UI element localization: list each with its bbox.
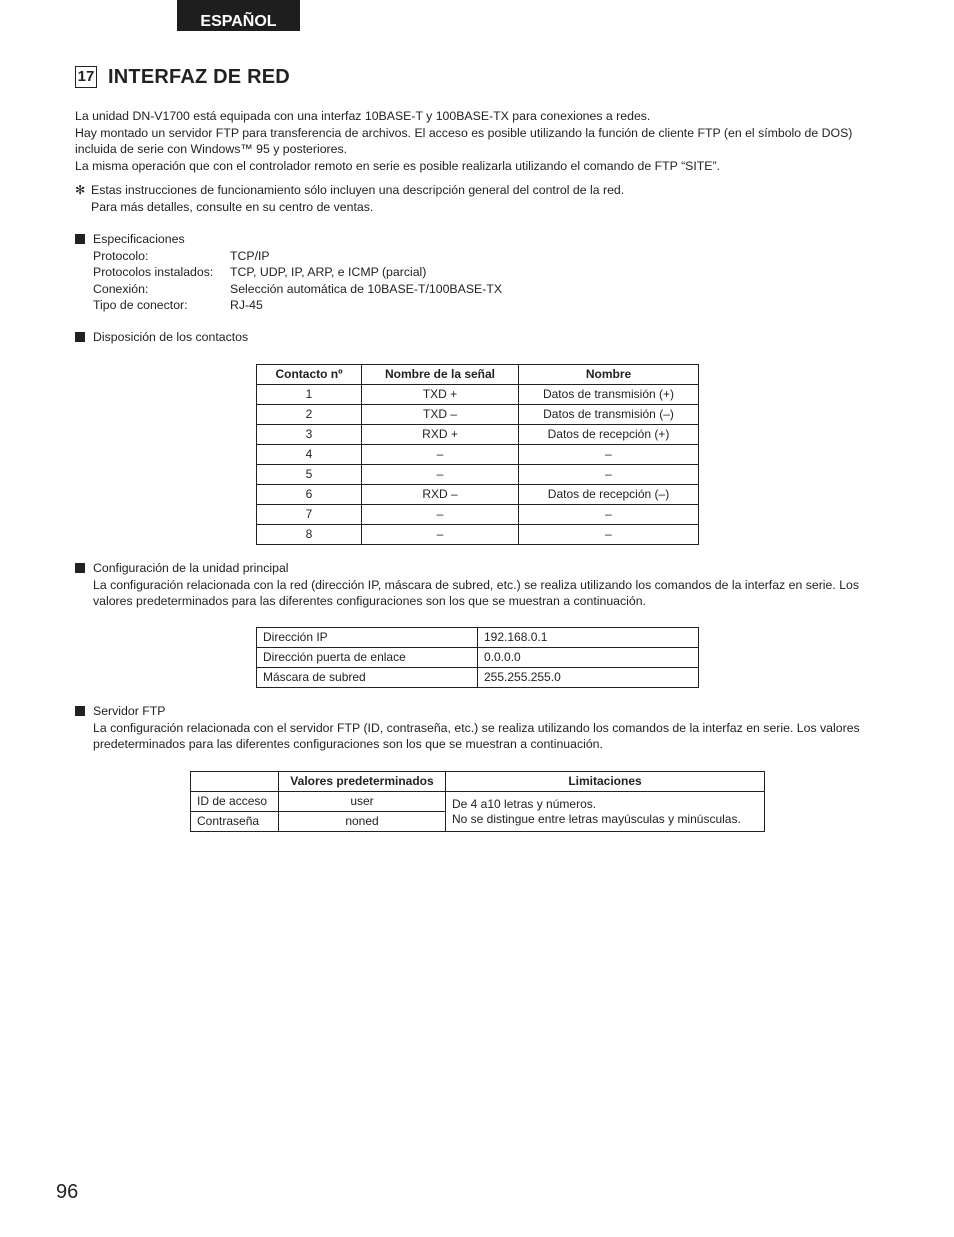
note-line: Estas instrucciones de funcionamiento sólo incluyen una descripción general del control de la red. bbox=[91, 183, 625, 197]
config-table bbox=[256, 627, 699, 688]
table-row: Contraseña noned bbox=[191, 812, 765, 832]
spec-row: Protocolo: TCP/IP bbox=[93, 248, 270, 263]
specs-heading: Especificaciones bbox=[93, 232, 185, 246]
square-bullet-icon bbox=[75, 706, 85, 716]
config-text: La configuración relacionada con la red (dirección IP, máscara de subred, etc.) se realiza utilizando los comandos de la interfaz en serie. Los valores predeterminados para las diferentes configuraciones son los que se muestran a continuación. bbox=[93, 577, 860, 608]
square-bullet-icon bbox=[75, 563, 85, 573]
specifications bbox=[75, 231, 885, 314]
square-bullet-icon bbox=[75, 234, 85, 244]
spec-row: Protocolos instalados: TCP, UDP, IP, ARP, e ICMP (parcial) bbox=[93, 265, 427, 279]
spec-row: Tipo de conector: RJ-45 bbox=[93, 298, 263, 312]
table-row: 6 RXD – Datos de recepción (–) bbox=[257, 485, 699, 505]
table-row: 3 RXD + Datos de recepción (+) bbox=[257, 425, 699, 445]
note-line: Para más detalles, consulte en su centro de ventas. bbox=[91, 199, 374, 214]
intro-paragraph: Hay montado un servidor FTP para transferencia de archivos. El acceso es posible utilizando la función de cliente FTP (en el símbolo de DOS) incluida de serie con Windows™ 95 y posteriores. bbox=[75, 125, 853, 156]
table-row: 7 – – bbox=[257, 505, 699, 525]
config-block bbox=[75, 560, 885, 610]
table-row: 2 TXD – Datos de transmisión (–) bbox=[257, 405, 699, 425]
table-row: Máscara de subred 255.255.255.0 bbox=[257, 668, 699, 688]
table-row: Dirección IP 192.168.0.1 bbox=[257, 628, 699, 648]
page-number: 96 bbox=[56, 1181, 79, 1203]
note bbox=[75, 182, 885, 215]
intro-paragraph: La unidad DN-V1700 está equipada con una interfaz 10BASE-T y 100BASE-TX para conexiones a redes. bbox=[75, 109, 651, 123]
ftp-table bbox=[190, 771, 765, 832]
table-row: 1 TXD + Datos de transmisión (+) bbox=[257, 385, 699, 405]
intro-text bbox=[75, 108, 885, 174]
intro-paragraph: La misma operación que con el controlador remoto en serie es posible realizarla utilizando el comando de FTP “SITE”. bbox=[75, 158, 721, 173]
ftp-block bbox=[75, 703, 885, 753]
table-header-row: Valores predeterminados Limitaciones bbox=[191, 772, 765, 792]
spec-row: Conexión: Selección automática de 10BASE-T/100BASE-TX bbox=[93, 281, 503, 296]
contacts-heading: Disposición de los contactos bbox=[93, 330, 249, 344]
asterisk-icon: ✻ bbox=[75, 183, 86, 197]
table-header-row: Contacto nº Nombre de la señal Nombre bbox=[257, 365, 699, 385]
table-row: 5 – – bbox=[257, 465, 699, 485]
ftp-limitations: De 4 a10 letras y números. No se distingue entre letras mayúsculas y minúsculas. bbox=[446, 792, 765, 832]
language-tab: ESPAÑOL bbox=[177, 0, 300, 31]
config-heading: Configuración de la unidad principal bbox=[93, 561, 289, 575]
ftp-heading: Servidor FTP bbox=[93, 704, 166, 718]
ftp-text: La configuración relacionada con el servidor FTP (ID, contraseña, etc.) se realiza utilizando los comandos de la interfaz en serie. Los valores predeterminados para las diferentes configuraciones son los que se muestran a continuación. bbox=[93, 720, 860, 751]
contacts-heading-block bbox=[75, 329, 885, 346]
contacts-table bbox=[256, 364, 699, 545]
square-bullet-icon bbox=[75, 332, 85, 342]
table-row: ID de acceso user De 4 a10 letras y números. No se distingue entre letras mayúsculas y minúsculas. bbox=[191, 792, 765, 812]
table-row: 4 – – bbox=[257, 445, 699, 465]
table-row: 8 – – bbox=[257, 525, 699, 545]
section-number: 17 bbox=[75, 66, 97, 88]
section-header bbox=[75, 66, 290, 88]
section-title: INTERFAZ DE RED bbox=[108, 65, 290, 88]
table-row: Dirección puerta de enlace 0.0.0.0 bbox=[257, 648, 699, 668]
